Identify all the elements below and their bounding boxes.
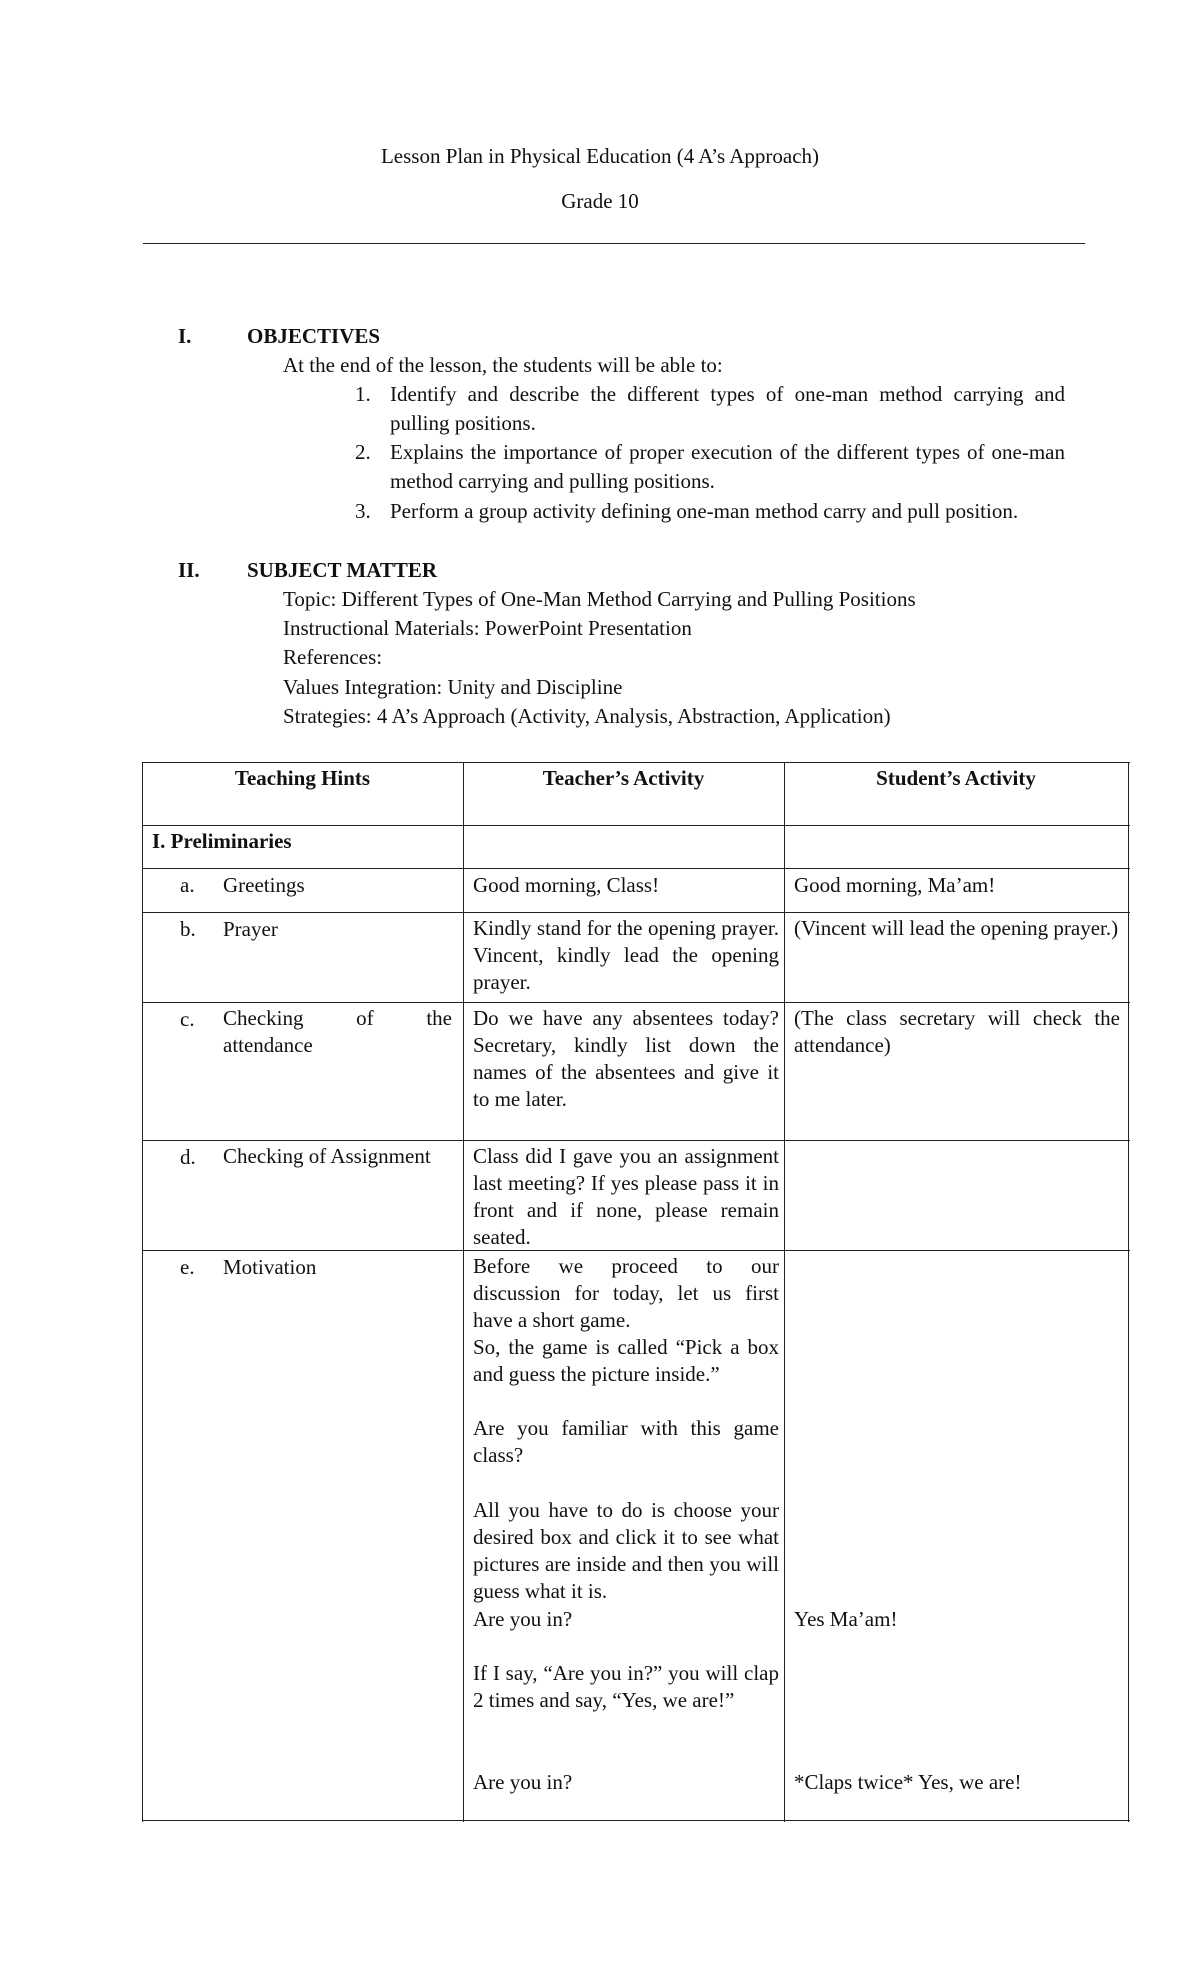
objectives-heading: OBJECTIVES	[247, 324, 381, 348]
grade-label: Grade 10	[561, 189, 639, 213]
teacher-paragraph: Are you familiar with this game class?	[473, 1416, 779, 1467]
objective-number: 1.	[355, 382, 371, 406]
teacher-activity: Kindly stand for the opening prayer. Vincent, kindly lead the opening prayer.	[473, 916, 779, 994]
objective-number: 2.	[355, 440, 371, 464]
teacher-activity: Good morning, Class!	[473, 873, 660, 897]
objectives-intro: At the end of the lesson, the students will be able to:	[283, 353, 723, 377]
hint-attendance: Checking of the attendance	[223, 1006, 452, 1057]
subject-materials: Instructional Materials: PowerPoint Presentation	[283, 616, 692, 640]
student-response: Yes Ma’am!	[794, 1607, 898, 1631]
hint-letter: a.	[180, 873, 195, 897]
subject-topic: Topic: Different Types of One-Man Method Carrying and Pulling Positions	[283, 587, 916, 611]
objective-text: Perform a group activity defining one-man method carry and pull position.	[390, 499, 1019, 523]
subject-values: Values Integration: Unity and Discipline	[283, 675, 623, 699]
hint-letter: c.	[180, 1007, 195, 1031]
teacher-paragraph: All you have to do is choose your desired box and click it to see what pictures are inside and then you will guess what it is.	[473, 1498, 779, 1603]
objective-item	[355, 497, 1065, 526]
header-divider	[143, 243, 1085, 244]
hint-prayer: Prayer	[223, 917, 278, 941]
teacher-paragraph: Are you in?	[473, 1607, 573, 1631]
document-title: Lesson Plan in Physical Education (4 A’s Approach)	[380, 144, 820, 168]
subject-matter-heading: SUBJECT MATTER	[247, 558, 438, 582]
section-preliminaries: I. Preliminaries	[152, 829, 292, 853]
subject-references: References:	[283, 645, 383, 669]
teacher-paragraph: So, the game is called “Pick a box and guess the picture inside.”	[473, 1335, 779, 1386]
teacher-activity: Class did I gave you an assignment last meeting? If yes please pass it in front and if none, please remain seated.	[473, 1144, 779, 1249]
teacher-paragraph: If I say, “Are you in?” you will clap 2 times and say, “Yes, we are!”	[473, 1661, 779, 1712]
teacher-activity: Do we have any absentees today? Secretary, kindly list down the names of the absentees and give it to me later.	[473, 1006, 779, 1111]
student-activity: (Vincent will lead the opening prayer.)	[794, 916, 1119, 940]
student-response: *Claps twice* Yes, we are!	[794, 1770, 1022, 1794]
objective-item	[355, 380, 1065, 438]
teacher-paragraph: Are you in?	[473, 1770, 573, 1794]
column-header-teacher-activity: Teacher’s Activity	[542, 766, 705, 790]
objectives-numeral: I.	[178, 324, 192, 348]
objective-number: 3.	[355, 499, 371, 523]
hint-assignment: Checking of Assignment	[223, 1144, 431, 1168]
hint-letter: b.	[180, 917, 196, 941]
column-header-teaching-hints: Teaching Hints	[234, 766, 371, 790]
student-activity: (The class secretary will check the attendance)	[794, 1006, 1120, 1057]
teacher-paragraph: Before we proceed to our discussion for today, let us first have a short game.	[473, 1254, 779, 1332]
hint-motivation: Motivation	[223, 1255, 317, 1279]
hint-greetings: Greetings	[223, 873, 305, 897]
hint-letter: e.	[180, 1255, 195, 1279]
objective-item	[355, 438, 1065, 496]
subject-strategies: Strategies: 4 A’s Approach (Activity, Analysis, Abstraction, Application)	[283, 704, 891, 728]
objective-text: Identify and describe the different types of one-man method carrying and pulling positions.	[390, 382, 1065, 435]
lesson-table	[142, 762, 1130, 1822]
hint-letter: d.	[180, 1145, 196, 1169]
subject-matter-numeral: II.	[178, 558, 200, 582]
column-header-student-activity: Student’s Activity	[876, 766, 1036, 790]
objective-text: Explains the importance of proper execution of the different types of one-man method carrying and pulling positions.	[390, 440, 1065, 493]
student-activity: Good morning, Ma’am!	[794, 873, 996, 897]
